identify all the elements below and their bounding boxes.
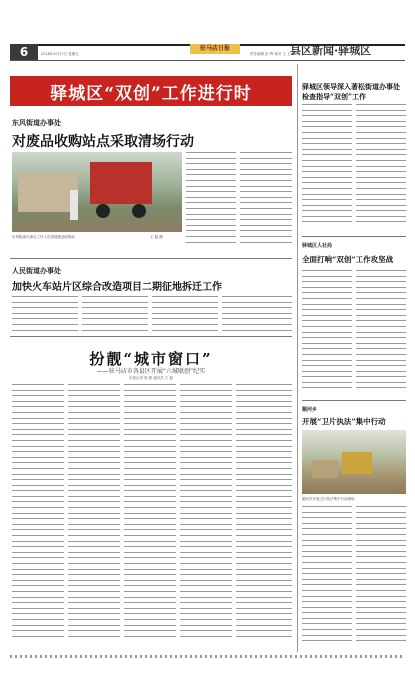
truck-shape bbox=[90, 162, 152, 204]
section-divider bbox=[302, 236, 406, 237]
rubble-pile bbox=[312, 460, 338, 478]
masthead-logo: 驻马店日报 bbox=[190, 44, 240, 54]
section-divider bbox=[302, 400, 406, 401]
truck-wheel bbox=[96, 204, 110, 218]
story2-column-text bbox=[152, 296, 218, 332]
right-story3-photo-caption: 顺河乡开展卫片执法集中行动现场 bbox=[302, 497, 355, 501]
column-divider bbox=[297, 64, 298, 652]
worker-figure bbox=[70, 190, 78, 220]
issue-date: 2018年4月27日 星期五 bbox=[41, 52, 79, 56]
story1-photo-caption: 东风街道办事处工作人员清理废品收购站 bbox=[12, 235, 75, 239]
right-story2-headline: 全面打响“双创”工作攻坚战 bbox=[302, 255, 394, 264]
right-story2-kicker: 驿城区人社局 bbox=[302, 243, 333, 249]
excavator-shape bbox=[342, 452, 372, 474]
story2-column-text bbox=[82, 296, 148, 332]
right-story3-kicker: 顺河乡 bbox=[302, 407, 318, 413]
feature-subtitle: ——驻马店市各县区开展“六城联创”纪实 bbox=[96, 368, 206, 375]
story1-headline: 对废品收购站点采取清场行动 bbox=[12, 134, 194, 150]
right-story3-headline: 开展“卫片执法”集中行动 bbox=[302, 417, 386, 426]
right-story3-column-text bbox=[356, 506, 406, 650]
feature-column-text bbox=[236, 384, 292, 650]
story2-headline: 加快火车站片区综合改造项目二期征地拆迁工作 bbox=[12, 282, 222, 293]
right-story1-headline: 驿城区领导深入著松街道办事处检查指导“双创”工作 bbox=[302, 82, 400, 101]
section-title: 县区新闻·驿城区 bbox=[290, 44, 372, 57]
story1-column-text bbox=[186, 152, 236, 252]
right-story1-column-text bbox=[356, 104, 406, 234]
feature-column-text bbox=[12, 384, 64, 650]
section-divider bbox=[10, 336, 292, 337]
header-rule bbox=[10, 60, 405, 61]
right-story2-column-text bbox=[356, 270, 406, 396]
right-story3-column-text bbox=[302, 506, 352, 650]
page-number: 6 bbox=[10, 44, 38, 60]
scrap-pile bbox=[18, 172, 78, 212]
section-divider bbox=[10, 258, 292, 259]
feature-column-text bbox=[68, 384, 120, 650]
feature-byline: 本报记者 郭 蕾 通讯员 王 磊 bbox=[128, 376, 174, 380]
right-story1-column-text bbox=[302, 104, 352, 234]
feature-title: 扮靓“城市窗口” bbox=[89, 350, 213, 368]
right-story2-column-text bbox=[302, 270, 352, 396]
feature-column-text bbox=[124, 384, 176, 650]
story2-column-text bbox=[222, 296, 292, 332]
story2-column-text bbox=[12, 296, 78, 332]
right-story3-photo bbox=[302, 430, 406, 494]
story1-photo bbox=[12, 152, 182, 232]
feature-column-text bbox=[180, 384, 232, 650]
story1-kicker: 东风街道办事处 bbox=[12, 119, 61, 127]
footer-dotted-rule bbox=[10, 655, 405, 658]
truck-wheel bbox=[132, 204, 146, 218]
campaign-banner: 驿城区“双创”工作进行时 bbox=[10, 76, 292, 106]
editor-credit: 责任编辑 彭 辉 校对 王 玉 bbox=[250, 52, 291, 56]
story2-kicker: 人民街道办事处 bbox=[12, 267, 61, 275]
story1-photo-credit: 王 磊 摄 bbox=[150, 235, 163, 239]
story1-column-text bbox=[240, 152, 292, 252]
